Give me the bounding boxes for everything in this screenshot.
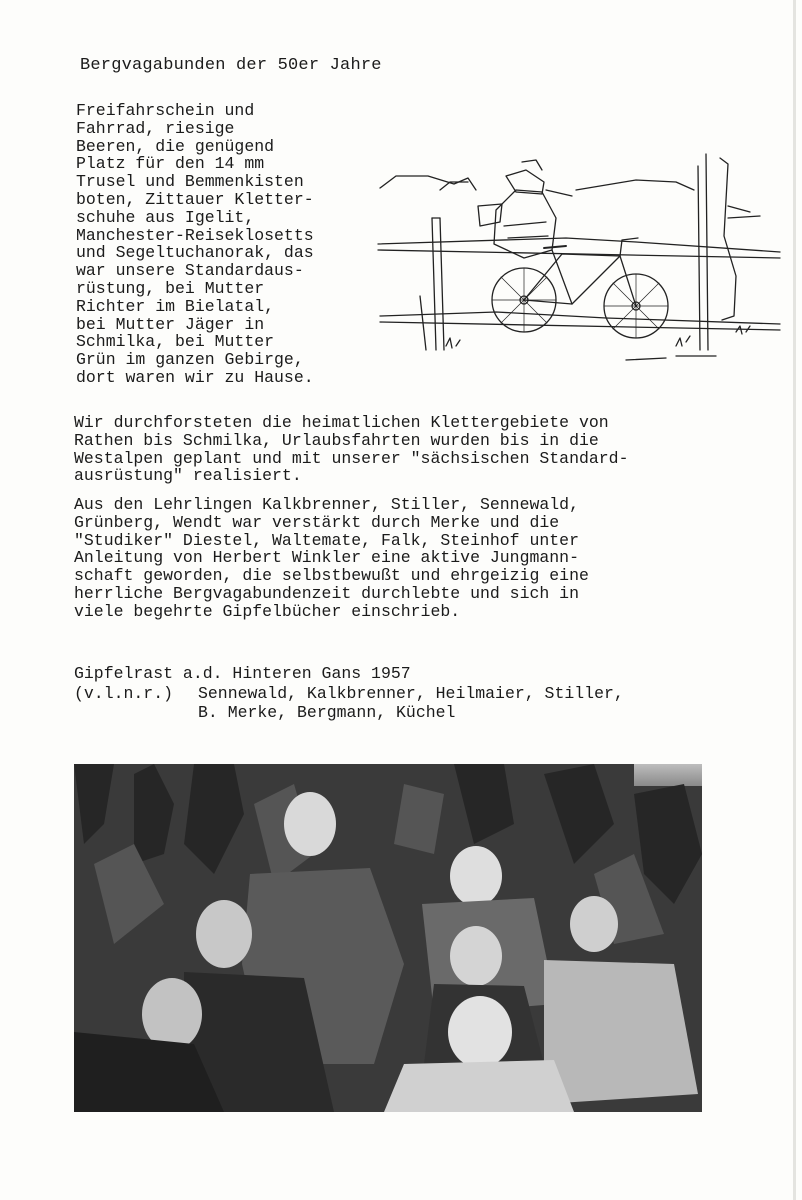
paragraph-line: Grünberg, Wendt war verstärkt durch Merke und die: [74, 512, 560, 532]
intro-line: Manchester-Reiseklosetts: [76, 225, 314, 245]
intro-line: dort waren wir zu Hause.: [76, 367, 314, 387]
caption-names: Sennewald, Kalkbrenner, Heilmaier, Stiller,: [198, 683, 624, 703]
paragraph-line: ausrüstung" realisiert.: [74, 466, 302, 486]
intro-line: und Segeltuchanorak, das: [76, 243, 314, 263]
bicycle-sketch: [376, 146, 788, 368]
intro-line: Freifahrschein und: [76, 101, 255, 120]
intro-line: schuhe aus Igelit,: [76, 207, 255, 227]
paragraph-line: "Studiker" Diestel, Waltemate, Falk, Steinhof unter: [74, 530, 579, 550]
paragraph-members: [74, 496, 714, 621]
paragraph-line: Aus den Lehrlingen Kalkbrenner, Stiller, Sennewald,: [74, 495, 579, 514]
intro-text: [76, 102, 376, 387]
caption-names-cont: B. Merke, Bergmann, Küchel: [198, 703, 456, 722]
paragraph-climbing: [74, 414, 714, 485]
intro-line: Platz für den 14 mm: [76, 154, 265, 174]
intro-line: Richter im Bielatal,: [76, 296, 275, 316]
paragraph-line: Wir durchforsteten die heimatlichen Klettergebiete von: [74, 413, 609, 432]
group-photo: [74, 764, 702, 1112]
paragraph-line: schaft geworden, die selbstbewußt und ehrgeizig eine: [74, 566, 589, 586]
caption-title: Gipfelrast a.d. Hinteren Gans 1957: [74, 664, 411, 683]
paragraph-line: viele begehrte Gipfelbücher einschrieb.: [74, 601, 461, 621]
intro-line: war unsere Standardaus-: [76, 261, 304, 281]
intro-line: Grün im ganzen Gebirge,: [76, 350, 304, 370]
page-edge: [793, 0, 796, 1200]
paragraph-line: Westalpen geplant und mit unserer "sächsischen Standard-: [74, 448, 629, 468]
intro-line: Trusel und Bemmenkisten: [76, 172, 304, 192]
paragraph-line: Anleitung von Herbert Winkler eine aktive Jungmann-: [74, 548, 579, 568]
intro-line: rüstung, bei Mutter: [76, 278, 265, 298]
caption-label: (v.l.n.r.): [74, 683, 174, 703]
page-title: Bergvagabunden der 50er Jahre: [80, 56, 382, 75]
intro-line: Fahrrad, riesige: [76, 118, 235, 138]
photo-caption: [74, 664, 624, 723]
intro-line: boten, Zittauer Kletter-: [76, 189, 314, 209]
intro-line: Beeren, die genügend: [76, 136, 275, 156]
intro-line: Schmilka, bei Mutter: [76, 332, 275, 352]
paragraph-line: Rathen bis Schmilka, Urlaubsfahrten wurden bis in die: [74, 430, 599, 450]
intro-line: bei Mutter Jäger in: [76, 314, 265, 334]
paragraph-line: herrliche Bergvagabundenzeit durchlebte und sich in: [74, 583, 579, 603]
